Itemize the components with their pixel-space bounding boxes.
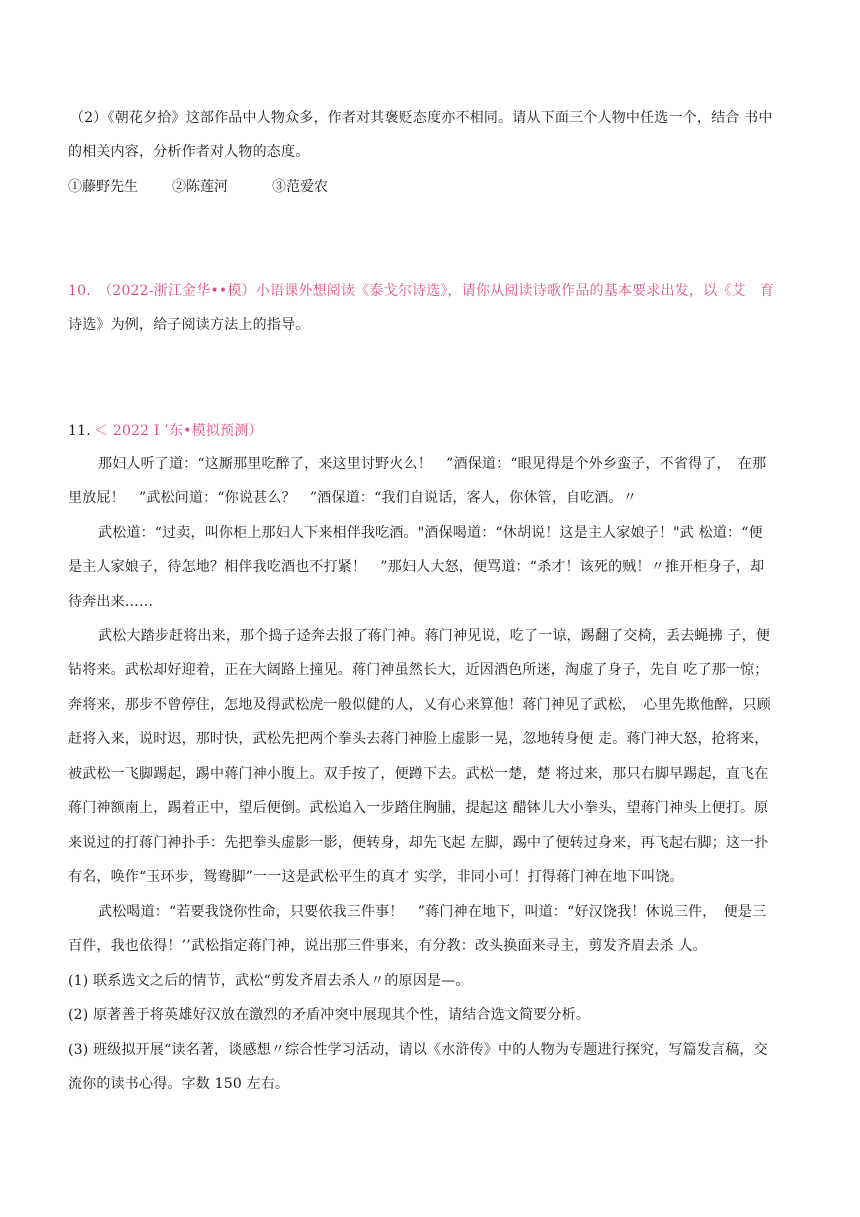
passage-p4-line1: 武松喝道：“若要我饶你性命，只要依我三件事！ ”蒋门神在地下，叫道：“好汉饶我！休说三件， 便是三	[98, 904, 767, 920]
q11-number: 11.	[68, 423, 91, 439]
passage-p3-line7: 来说过的打蒋门神扑手：先把拳头虚影一影，便转身，却先飞起 左脚，踢中了便转过身来，再飞起右脚；这一扑	[68, 835, 769, 851]
sub-question-3-line1: (3) 班级拟开展“读名著，谈感想〃综合性学习活动，请以《水浒传》中的人物为专题进行探究，写篇发言稿，交	[68, 1042, 768, 1058]
option-3: ③范爱农	[272, 179, 328, 195]
passage-p3-line5: 被武松一飞脚踢起，踢中蒋门神小腹上。双手按了，便蹲下去。武松一楚，楚 将过来，那只右脚早踢起，直飞在	[68, 766, 769, 782]
sub-question-2: (2) 原著善于将英雄好汉放在激烈的矛盾冲突中展现其个性，请结合选文简要分析。	[68, 1007, 591, 1023]
q10-line2: 诗选》为例，给子阅读方法上的指导。	[68, 317, 310, 333]
q10-line1: 10. （2022-浙江金华••模）小语课外想阅读《泰戈尔诗选》，请你从阅读诗歌作品的基本要求出发，以《艾 育	[68, 283, 775, 299]
option-2: ②陈莲河	[172, 179, 228, 195]
passage-p1-line2: 里放屁！ ”武松问道：“你说甚么？ ”酒保道：“我们自说话，客人，你休管，自吃酒。〃	[68, 490, 638, 506]
passage-p2-line3: 待奔出来……	[68, 594, 154, 610]
q9-part2-line2: 的相关内容，分析作者对人物的态度。	[68, 144, 310, 160]
q9-part2-line1: （2）《朝花夕拾》这部作品中人物众多，作者对其褒贬态度亦不相同。请从下面三个人物中任选一个，结合 书中	[70, 110, 773, 126]
passage-p3-line4: 赶将入来，说时迟，那时快，武松先把两个拳头去蒋门神脸上虚影一晃，忽地转身便 走。蒋门神大怒，抢将来，	[68, 731, 769, 747]
passage-p3-line3: 奔将来，那步不曾停住，怎地及得武松虎一般似健的人，乂有心来算他！蒋门神见了武松， 心里先欺他醉，只顾	[68, 697, 771, 713]
sub-question-1: (1) 联系选文之后的情节，武松“剪发齐眉去杀人〃的原因是—。	[68, 973, 470, 989]
passage-p3-line2: 钻将来。武松却好迎着，正在大阔路上撞见。蒋门神虽然长大，近因酒色所迷，淘虚了身子，先自 吃了那一惊；	[68, 662, 769, 678]
passage-p3-line1: 武松大踏步赶将出来，那个捣子迳奔去报了蒋门神。蒋门神见说，吃了一谅，踢翻了交椅，丢去蝇拂 子，便	[98, 628, 771, 644]
passage-p4-line2: 百件，我也依得！’’武松指定蒋门神，说出那三件事来，有分教：改头换面来寻主，剪发齐眉去杀 人。	[68, 938, 707, 954]
passage-p2-line2: 是主人家娘子，待怎地？相伴我吃酒也不打紧！ ”那妇人大怒，便骂道：“杀才！该死的贼！〃推开柜身子，却	[68, 559, 765, 575]
option-1: ①藤野先生	[68, 179, 138, 195]
passage-p2-line1: 武松道：“过卖，叫你柜上那妇人下来相伴我吃酒。"酒保喝道：“休胡说！这是主人家娘子！"武 松道：“便	[98, 525, 763, 541]
passage-p1-line1: 那妇人听了道：“这厮那里吃醉了，来这里讨野火么！ ”酒保道：“眼见得是个外乡蛮子，不省得了， 在那	[98, 456, 767, 472]
passage-p3-line8: 有名，唤作“玉环步，鸳鸯脚”一一这是武松平生的真才 实学，非同小可！打得蒋门神在地下叫饶。	[68, 869, 684, 885]
sub-question-3-line2: 流你的读书心得。字数 150 左右。	[68, 1076, 290, 1092]
passage-p3-line6: 蒋门神额南上，踢着正中，望后便倒。武松追入一步踏住胸脯，提起这 醋钵儿大小拳头，望蒋门神头上便打。原	[68, 800, 769, 816]
q11-source: ＜ 2022 I ’东•模拟预测）	[94, 423, 263, 439]
